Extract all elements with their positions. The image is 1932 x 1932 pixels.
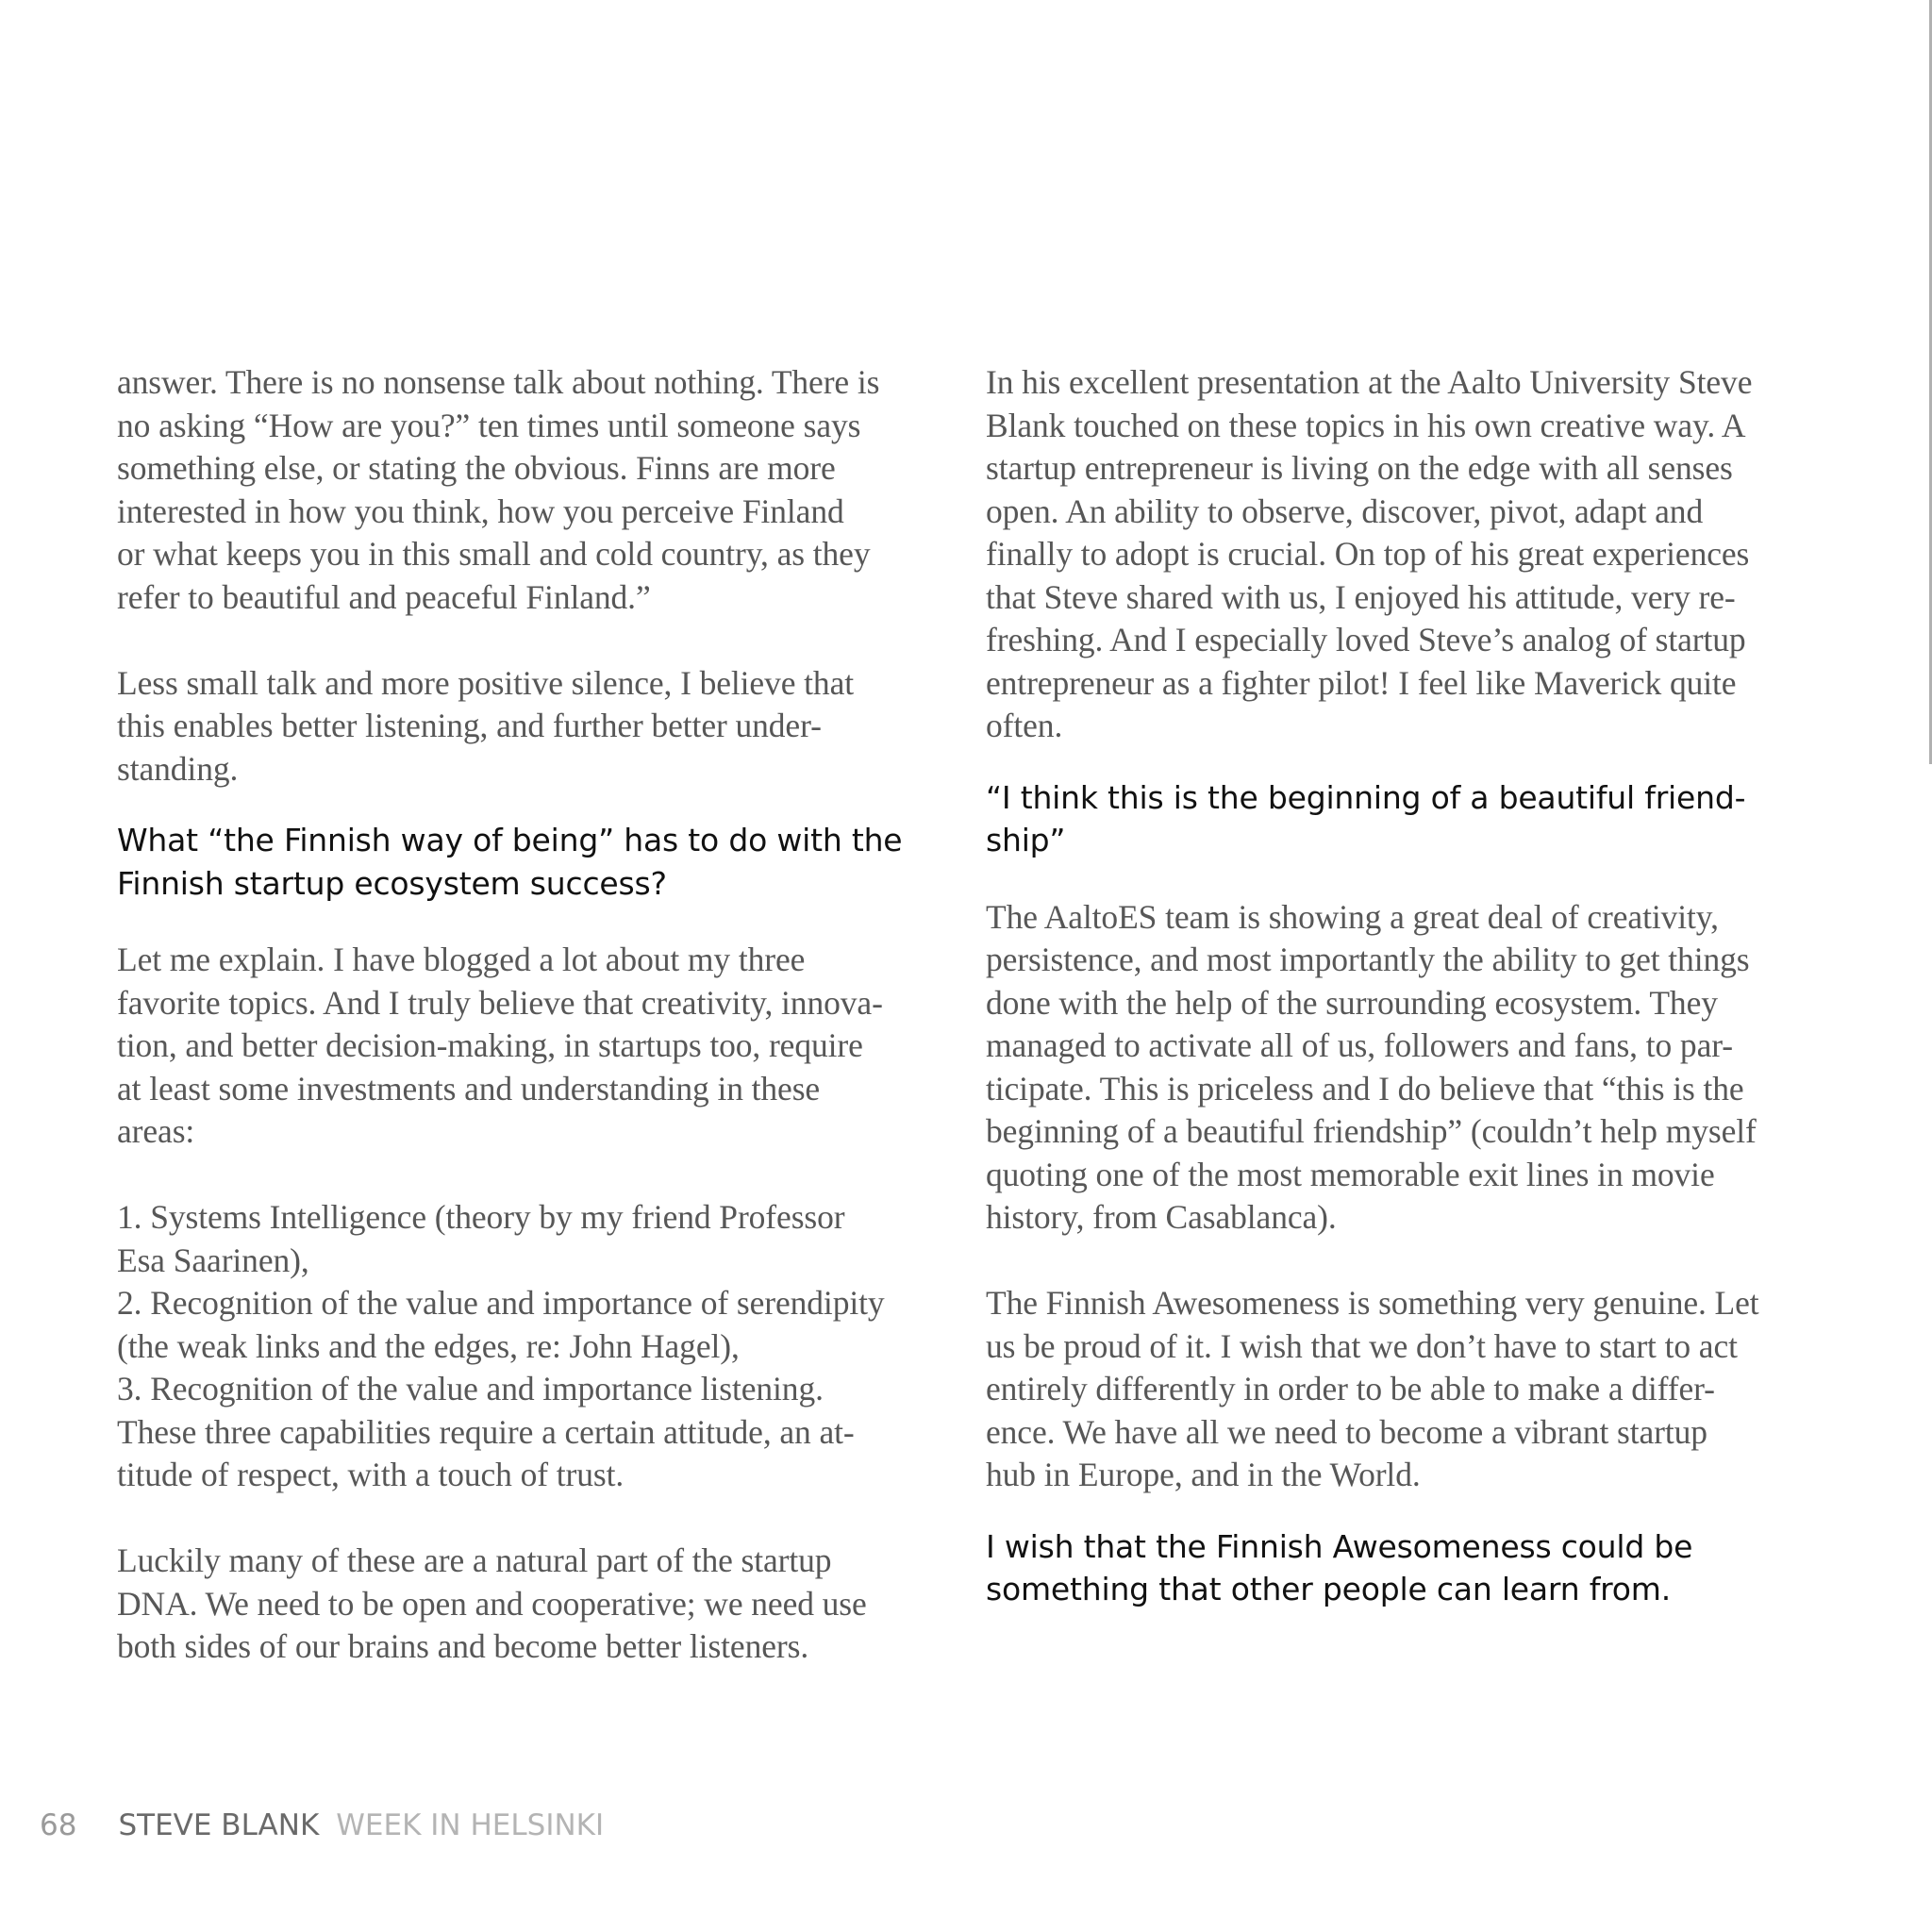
paragraph: In his excellent presentation at the Aalto University Steve Blank touched on these topics in his own creative way. A startup entrepreneur is living on the edge with all senses open. An ability to observe, discover, pivot, adapt and finally to adopt is crucial. On top of his great experiences that Steve shared with us, I enjoyed his attitude, very re- freshing. And I especially loved Steve’s analog of startup entrepreneur as a fighter pilot! I feel like Maverick quite often.	[986, 363, 1753, 744]
section-heading: “I think this is the beginning of a beautiful friend- ship”	[986, 778, 1746, 858]
right-column	[986, 361, 1816, 1611]
section-heading: What “the Finnish way of being” has to do with the Finnish startup ecosystem success?	[117, 822, 903, 902]
paragraph: Less small talk and more positive silence, I believe that this enables better listening, and further better under- standing.	[117, 663, 854, 788]
paragraph: The Finnish Awesomeness is something very genuine. Let us be proud of it. I wish that we don’t have to start to act entirely differently in order to be able to make a differ- ence. We have all we need to become a vibrant startup hub in Europe, and in the World.	[986, 1284, 1759, 1493]
left-column	[117, 361, 947, 1669]
closing-statement: I wish that the Finnish Awesomeness could be something that other people can learn from.	[986, 1527, 1693, 1607]
paragraph: Luckily many of these are a natural part of the startup DNA. We need to be open and cooperative; we need use both sides of our brains and become better listeners.	[117, 1541, 867, 1665]
paragraph: The AaltoES team is showing a great deal of creativity, persistence, and most importantly the ability to get things done with the help of the surrounding ecosystem. They managed to activate all of us, followers and fans, to par- ticipate. This is priceless and I do believe that “this is the beginning of a beautiful friendship” (couldn’t help myself quoting one of the most memorable exit lines in movie history, from Casablanca).	[986, 897, 1757, 1236]
footer-author: STEVE BLANK	[118, 1808, 320, 1842]
paragraph: answer. There is no nonsense talk about nothing. There is no asking “How are you?” ten times until someone says something else, or stating the obvious. Finns are more interested in how you think, how you perceive Finland or what keeps you in this small and cold country, as they refer to beautiful and peaceful Finland.”	[117, 363, 880, 616]
footer-book-title: WEEK IN HELSINKI	[336, 1808, 605, 1842]
page-footer	[40, 1807, 604, 1844]
paragraph: Let me explain. I have blogged a lot about my three favorite topics. And I truly believe that creativity, innova- tion, and better decision-making, in startups too, require at least some investments and understanding in these areas:	[117, 941, 883, 1150]
numbered-list: 1. Systems Intelligence (theory by my friend Professor Esa Saarinen), 2. Recognition of the value and importance of serendipity (the weak links and the edges, re: John Hagel), 3. Recognition of the value and importance listening. These three capabilities require a certain attitude, an at- titude of respect, with a touch of trust.	[117, 1198, 885, 1493]
page-number: 68	[40, 1808, 77, 1842]
